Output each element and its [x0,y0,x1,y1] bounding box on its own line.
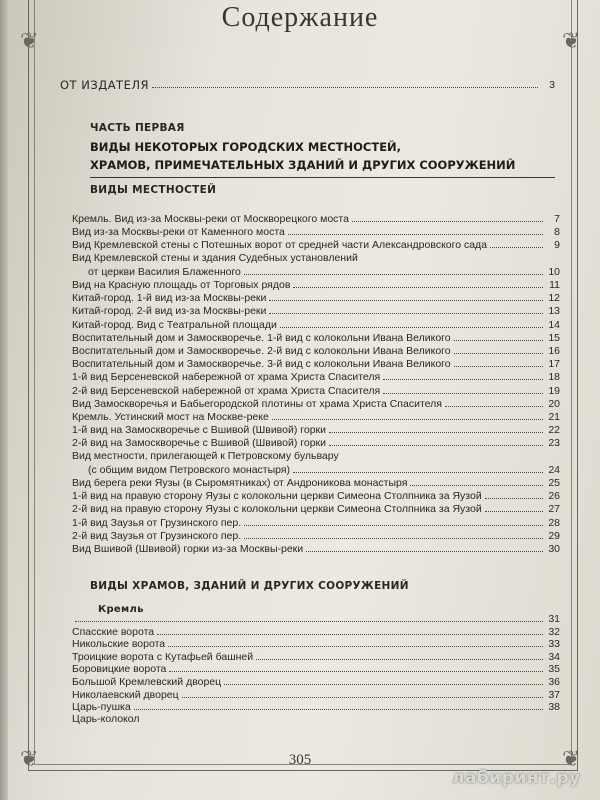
toc-entry-page: 12 [548,292,560,305]
toc-entry [72,688,560,701]
dot-leader [168,645,543,647]
ornament-top-left: ❦ [20,28,39,53]
toc-entry-text: Вид Вшивой (Швивой) горки из-за Москвы-реки [72,543,304,555]
toc-entry-text: Вид Замоскворечья и Бабьегородской плотины от храма Христа Спасителя [72,397,442,410]
toc-entry-text: Воспитательный дом и Замоскворечье. 3-й вид с колокольни Ивана Великого [72,358,451,371]
dot-leader [329,444,543,446]
toc-entry-page: 34 [548,650,560,663]
toc-entry-text: Троицкие ворота с Кутафьей башней [72,650,254,663]
toc-entry [72,542,560,555]
toc-entry [72,516,560,529]
dot-leader [410,484,543,486]
toc-entry-publisher [60,78,555,91]
toc-entry-page: 28 [548,516,560,529]
toc-entry [88,265,560,278]
toc-entry [72,502,560,515]
toc-entry-page: 7 [554,213,560,225]
book-spine [0,0,8,800]
dot-leader [454,339,543,341]
toc-entry-page: 23 [548,437,560,450]
dot-leader [329,431,543,433]
toc-entry-text: Кремль. Вид из-за Москвы-реки от Москворецкого моста [72,213,349,225]
dot-leader [293,471,543,473]
dot-leader [352,220,543,222]
toc-entry-page: 13 [548,305,560,318]
toc-entry-page: 16 [548,345,560,357]
toc-entry-page: 26 [548,490,560,503]
dot-leader [454,365,543,367]
dot-leader [288,233,543,235]
dot-leader [244,537,543,539]
toc-entry [72,291,560,304]
toc-entry-page: 21 [548,411,560,423]
dot-leader [269,312,543,314]
toc-entry-page: 33 [548,638,560,651]
toc-entry [72,225,560,238]
dot-leader [454,352,543,354]
toc-entry [72,476,560,489]
toc-entry-text: Царь-колокол [72,712,140,725]
toc-entry-text: Китай-город. Вид с Театральной площади [72,318,277,331]
toc-entry-page: 11 [549,279,560,291]
toc-entry-text: 1-й вид Берсеневской набережной от храма Христа Спасителя [72,371,381,384]
toc-entry-text: ОТ ИЗДАТЕЛЯ [60,78,149,92]
toc-entry [72,662,560,675]
toc-entry-text: (с общим видом Петровского монастыря) [88,463,291,476]
toc-entry-text: Воспитательный дом и Замоскворечье. 2-й вид с колокольни Ивана Великого [72,345,451,357]
dot-leader [485,497,543,499]
toc-entry-text: Большой Кремлевский дворец [72,676,222,688]
toc-entry [72,423,560,436]
page-number: 305 [288,752,312,768]
toc-entry [88,463,560,476]
section-subtitle: Кремль [98,604,144,615]
toc-entry-text: Кремль. Устинский мост на Москве-реке [72,411,269,423]
toc-entry-text: 1-й вид Заузья от Грузинского пер. [72,516,242,529]
toc-entry-page: 36 [548,676,560,688]
dot-leader [157,633,543,635]
toc-entry-text: Вид Кремлевской стены и здания Судебных установлений [72,251,358,264]
toc-entry [72,436,560,449]
toc-entry [72,397,560,410]
toc-entry-text: Царь-пушка [72,701,131,714]
toc-entry [72,675,560,688]
dot-leader [244,524,543,526]
part-label: ЧАСТЬ ПЕРВАЯ [90,122,185,134]
dot-leader [182,696,543,698]
toc-entry-page: 19 [548,384,560,397]
toc-entry [72,370,560,383]
dot-leader [293,286,543,288]
toc-entry-page: 17 [548,358,560,371]
ornament-bottom-right: ❦ [562,746,581,771]
toc-entry-text: Воспитательный дом и Замоскворечье. 1-й вид с колокольни Ивана Великого [72,331,451,344]
dot-leader [256,658,543,660]
toc-entry [72,637,560,650]
dot-leader [75,620,543,622]
toc-entry-page: 9 [554,239,560,252]
toc-entry-page: 15 [548,331,560,344]
toc-entry-text: Вид из-за Москвы-реки от Каменного моста [72,226,285,239]
toc-entry-text: Никольские ворота [72,638,166,651]
dot-leader [383,392,543,394]
toc-entry-page: 31 [548,613,560,625]
toc-entry [72,410,560,423]
dot-leader [269,299,543,301]
dot-leader [383,378,543,380]
section-title: ВИДЫ ХРАМОВ, ЗДАНИЙ И ДРУГИХ СООРУЖЕНИЙ [90,580,409,592]
toc-entry [72,278,560,291]
toc-entry-text: Вид Кремлевской стены с Потешных ворот от средней части Александровского сада [72,239,488,252]
toc-entry [72,612,560,625]
dot-leader [169,670,543,672]
toc-entry-page: 30 [548,543,560,555]
toc-entry-text: Николаевский дворец [72,688,179,701]
toc-entry-page: 20 [548,397,560,410]
dot-leader [306,550,543,552]
page-title: Содержание [221,2,379,33]
toc-entry-text: 2-й вид на правую сторону Яузы с колокольни церкви Симеона Столпника за Яузой [72,503,482,516]
toc-entry-page: 8 [554,226,560,239]
toc-entry-text: 2-й вид Заузья от Грузинского пер. [72,529,242,542]
part-heading-line-2: ХРАМОВ, ПРИМЕЧАТЕЛЬНЫХ ЗДАНИЙ И ДРУГИХ СООРУЖЕНИЙ [90,158,516,172]
part-heading-line-1: ВИДЫ НЕКОТОРЫХ ГОРОДСКИХ МЕСТНОСТЕЙ, [90,140,402,154]
toc-entry [72,318,560,331]
toc-entry-text: 2-й вид Берсеневской набережной от храма Христа Спасителя [72,384,381,397]
toc-entry [72,700,560,713]
toc-entry-page: 32 [548,625,560,638]
toc-entry-text: Вид местности, прилегающей к Петровскому бульвару [72,449,339,462]
toc-entry [72,357,560,370]
watermark-logo: лабиринт.ру [452,768,581,788]
toc-entry-text: Китай-город. 1-й вид из-за Москвы-реки [72,292,267,305]
toc-entry [72,489,560,502]
dot-leader [280,326,543,328]
toc-entry-text: 2-й вид на Замоскворечье с Вшивой (Швивой) горки [72,437,326,450]
toc-entry-page: 25 [548,477,560,489]
toc-entry [72,304,560,317]
toc-entry [72,384,560,397]
toc-entry-page: 27 [548,503,560,516]
toc-entry-text: от церкви Василия Блаженного [88,265,241,278]
ornament-top-right: ❦ [562,28,581,53]
toc-entry-text: Спасские ворота [72,625,155,638]
dot-leader [485,510,543,512]
dot-leader [134,708,543,710]
dot-leader [490,246,543,248]
divider-rule [90,177,555,178]
toc-entry-text: 1-й вид на правую сторону Яузы с колокольни церкви Симеона Столпника за Яузой [72,490,482,503]
toc-entry-page: 22 [548,424,560,437]
toc-entry-page: 29 [548,529,560,542]
toc-entry-page: 35 [548,663,560,676]
toc-entry-text: Боровицкие ворота [72,663,167,676]
toc-entry-text: Вид на Красную площадь от Торговых рядов [72,279,291,291]
dot-leader [224,683,543,685]
toc-entry-page: 37 [548,688,560,701]
toc-entry-page: 18 [548,371,560,384]
toc-entry-page: 3 [549,79,555,91]
dot-leader [244,273,543,275]
toc-entry [72,238,560,251]
toc-entry [72,650,560,663]
toc-entry [72,212,560,225]
dot-leader [272,418,543,420]
toc-entry-text: Вид берега реки Яузы (в Сыромятниках) от Андроникова монастыря [72,477,408,489]
toc-entry [72,625,560,638]
toc-entry-page: 24 [548,463,560,476]
section-title: ВИДЫ МЕСТНОСТЕЙ [90,184,217,196]
dot-leader [445,405,543,407]
toc-entry [72,529,560,542]
toc-entry-page: 38 [548,701,560,714]
dot-leader [152,86,538,88]
ornament-bottom-left: ❦ [20,746,39,771]
toc-entry-text: 1-й вид на Замоскворечье с Вшивой (Швивой) горки [72,424,326,437]
toc-entry [72,331,560,344]
toc-entry-text: Китай-город. 2-й вид из-за Москвы-реки [72,305,267,318]
toc-entry-page: 14 [548,318,560,331]
toc-entry [72,344,560,357]
toc-entry-page: 10 [548,265,560,278]
